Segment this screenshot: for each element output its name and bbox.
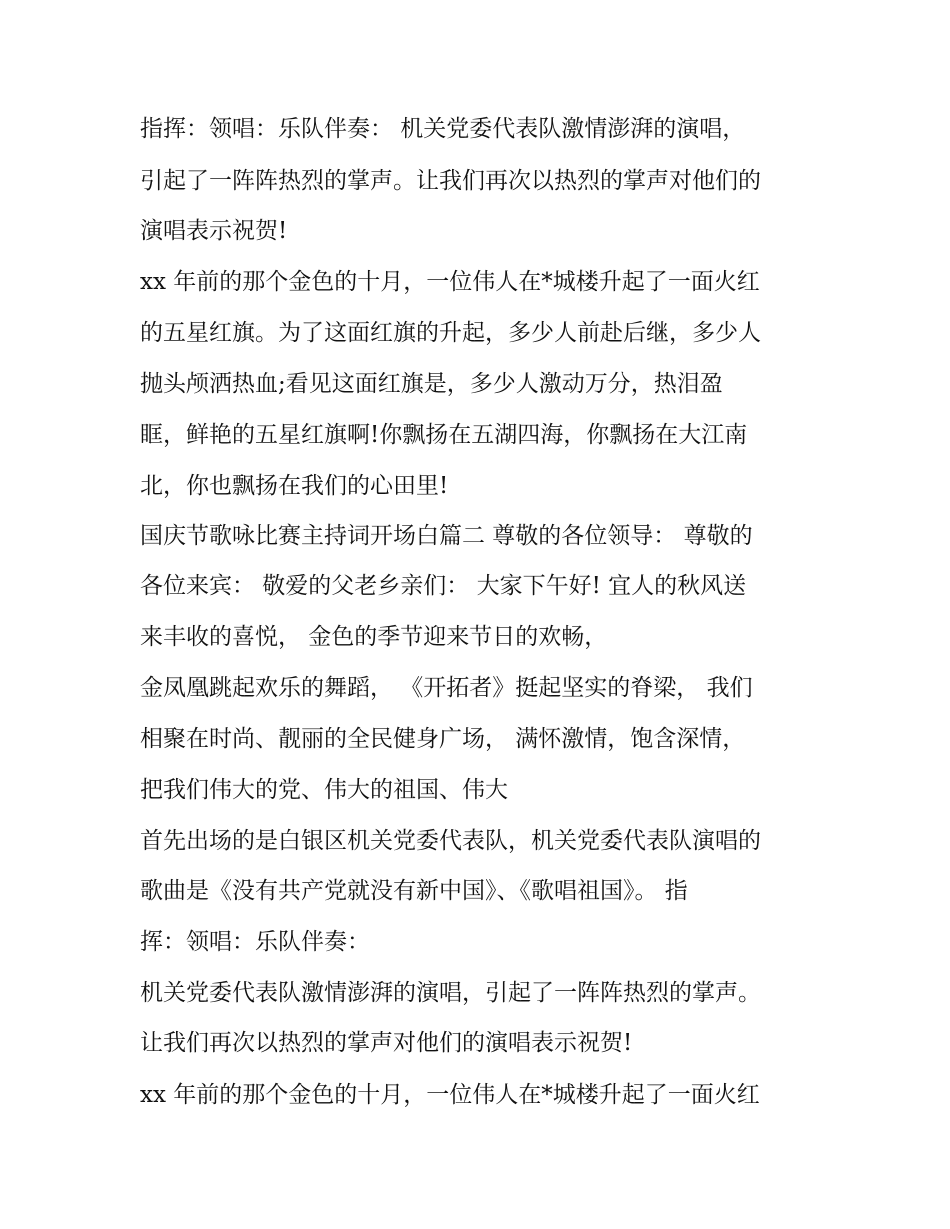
text-line: 抛头颅洒热血;看见这面红旗是，多少人激动万分，热泪盈	[140, 371, 723, 397]
text-line: 把我们伟大的党、伟大的祖国、伟大	[140, 777, 508, 803]
text-line: 来丰收的喜悦， 金色的季节迎来节日的欢畅，	[140, 624, 608, 650]
text-line: 引起了一阵阵热烈的掌声。让我们再次以热烈的掌声对他们的	[140, 168, 761, 194]
text-line: 首先出场的是白银区机关党委代表队，机关党委代表队演唱的	[140, 828, 761, 854]
text-line: xx 年前的那个金色的十月，一位伟人在*城楼升起了一面火红	[140, 269, 760, 295]
text-line: 挥：领唱：乐队伴奏：	[140, 929, 370, 955]
text-line: 的五星红旗。为了这面红旗的升起，多少人前赴后继，多少人	[140, 320, 761, 346]
text-line: 让我们再次以热烈的掌声对他们的演唱表示祝贺!	[140, 1030, 633, 1056]
text-line: 指挥：领唱：乐队伴奏： 机关党委代表队激情澎湃的演唱，	[140, 116, 746, 142]
text-line: 金凤凰跳起欢乐的舞蹈， 《开拓者》挺起坚实的脊梁， 我们	[140, 675, 753, 701]
text-line: 国庆节歌咏比赛主持词开场白篇二 尊敬的各位领导： 尊敬的	[140, 523, 753, 549]
text-line: 歌曲是《没有共产党就没有新中国》、《歌唱祖国》。 指	[140, 878, 688, 904]
text-line: 机关党委代表队激情澎湃的演唱，引起了一阵阵热烈的掌声。	[140, 980, 761, 1006]
text-line: 相聚在时尚、靓丽的全民健身广场， 满怀激情，饱含深情，	[140, 726, 746, 752]
text-line: 各位来宾： 敬爱的父老乡亲们： 大家下午好! 宜人的秋风送	[140, 573, 747, 599]
text-line: 北，你也飘扬在我们的心田里!	[140, 473, 449, 499]
text-line: 眶，鲜艳的五星红旗啊!你飘扬在五湖四海，你飘扬在大江南	[140, 422, 748, 448]
text-line: 演唱表示祝贺!	[140, 218, 288, 244]
text-line: xx 年前的那个金色的十月，一位伟人在*城楼升起了一面火红	[140, 1082, 760, 1108]
